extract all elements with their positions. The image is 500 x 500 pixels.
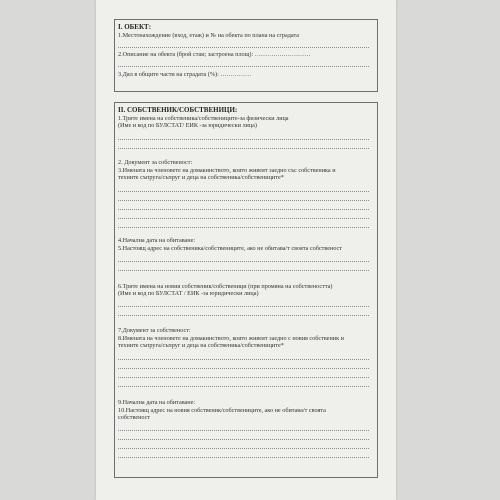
new-household-line-1[interactable] (118, 359, 369, 360)
household-line-1[interactable] (118, 191, 369, 192)
section-object-heading: I. ОБЕКТ: (118, 24, 152, 31)
household-line-5[interactable] (118, 227, 369, 228)
new-current-address-label-1: 10.Настоящ адрес на новия собственик/собствениците, ако не обитава/т своята (118, 407, 326, 414)
owner-names-line-1[interactable] (118, 139, 369, 140)
household-line-3[interactable] (118, 209, 369, 210)
object-description-line[interactable] (118, 66, 369, 67)
ownership-document-label: 2. Документ за собственост: (118, 159, 193, 166)
new-household-line-3[interactable] (118, 377, 369, 378)
common-parts-share-label: 3.Дял в общите части на сградата (%): …………… (118, 71, 252, 78)
start-date-label: 4.Начална дата на обитаване: (118, 237, 196, 244)
new-owner-names-label: 6.Трите имена на новия собственик/собственици (при промяна на собствеността) (118, 283, 333, 290)
object-location-line[interactable] (118, 47, 369, 48)
new-start-date-label: 9.Начална дата на обитаване: (118, 399, 196, 406)
household-line-2[interactable] (118, 200, 369, 201)
household-members-label-1: 3.Имената на членовете на домакинството, които живеят заедно със собственика и (118, 167, 336, 174)
owner-names-line-2[interactable] (118, 148, 369, 149)
section-owners-heading: II. СОБСТВЕНИК/СОБСТВЕНИЦИ: (118, 107, 238, 114)
new-current-address-label-2: собственост (118, 414, 151, 421)
new-household-label-2: техните съпруга/съпруг и деца на собственика/собствениците* (118, 342, 284, 349)
current-address-line-1[interactable] (118, 261, 369, 262)
current-address-label: 5.Настоящ адрес на собственика/собствениците, ако не обитава/т своята собственост (118, 245, 342, 252)
owner-bulstat-label: (Име и код по БУЛСТАТ/ ЕИК -за юридически лица) (118, 122, 257, 129)
new-household-label-1: 8.Имената на членовете на домакинството, които живеят заедно с новия собственик и (118, 335, 344, 342)
object-description-label: 2.Описание на обекта (брой стаи; застроена площ): ……………………… (118, 51, 311, 58)
new-owner-line-1[interactable] (118, 306, 369, 307)
new-current-address-line-1[interactable] (118, 430, 369, 431)
section-owners (114, 102, 378, 478)
object-location-label: 1.Местонахождение (вход, етаж) и № на обекта по плана на сградата (118, 32, 300, 39)
current-address-line-2[interactable] (118, 270, 369, 271)
household-members-label-2: техните съпруга/съпруг и деца на собственика/собствениците* (118, 174, 284, 181)
new-current-address-line-4[interactable] (118, 457, 369, 458)
new-owner-line-2[interactable] (118, 315, 369, 316)
new-current-address-line-2[interactable] (118, 439, 369, 440)
owner-names-label: 1.Трите имена на собственика/собствениците-за физически лица (118, 115, 289, 122)
new-household-line-2[interactable] (118, 368, 369, 369)
new-household-line-4[interactable] (118, 386, 369, 387)
new-owner-bulstat-label: (Име и код по БУЛСТАТ / ЕИК -за юридически лица) (118, 290, 259, 297)
new-current-address-line-3[interactable] (118, 448, 369, 449)
household-line-4[interactable] (118, 218, 369, 219)
new-ownership-document-label: 7.Документ за собственост: (118, 327, 191, 334)
section-object (114, 19, 378, 92)
